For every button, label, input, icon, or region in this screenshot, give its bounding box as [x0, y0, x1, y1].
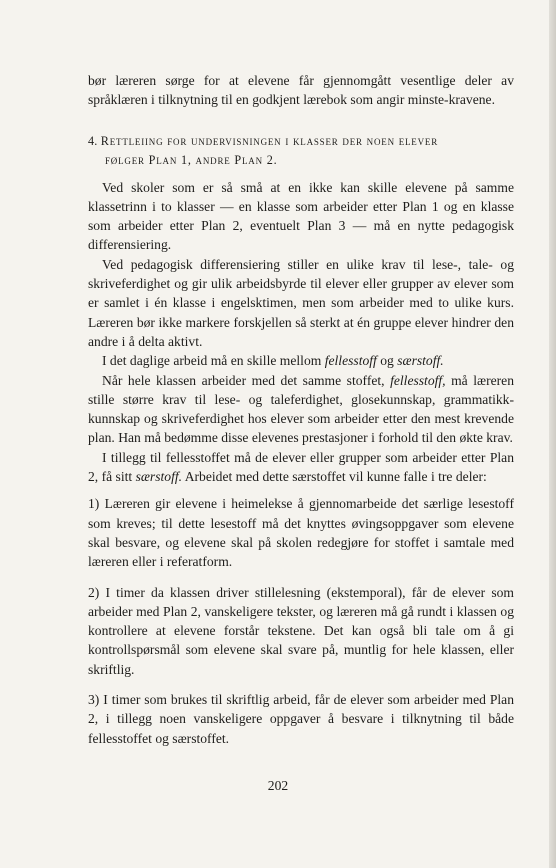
term-saerstoff: særstoff.	[397, 353, 444, 369]
term-saerstoff-2: særstoff.	[135, 469, 183, 485]
section-number: 4.	[88, 133, 98, 148]
page-edge	[549, 0, 556, 868]
paragraph-4	[88, 371, 514, 448]
term-fellesstoff-2: fellesstoff,	[390, 372, 446, 388]
paragraph-3	[88, 351, 514, 370]
section-heading-line1: Rettleiing for undervisningen i klasser der noen elever	[100, 133, 439, 148]
paragraph-1: Ved skoler som er så små at en ikke kan skille elevene på samme klassetrinn i to klasser — en klasse som arbeider etter Plan 1 og en klasse som arbeider etter Plan 2, eventuelt Plan 3 — må en nytte pedagogisk differensiering.	[88, 179, 514, 253]
paragraph-2: Ved pedagogisk differensiering stiller en ulike krav til lese-, tale- og skriveferdighet og gir ulik arbeidsbyrde til elever eller grupper av elever som er samlet i én klasse i engelsktimen, men som arbeider med to ulike kurs. Læreren bør ikke markere forskjellen så sterkt at én gruppe elever hindrer den andre i å delta aktivt.	[88, 256, 514, 349]
list-item-2: 2) I timer da klassen driver stillelesning (ekstemporal), får de elever som arbeider med Plan 2, vanskeligere tekster, og læreren må gå rundt i klassen og kontrollere at elevene forstår tekstene. Det kan også bli tale om å gi kontrollspørsmål som elevene skal svare på, muntlig for hele klassen, eller skriftlig.	[88, 584, 514, 677]
p4-text-a: Når hele klassen arbeider med det samme stoffet,	[102, 372, 391, 388]
intro-paragraph: bør læreren sørge for at elevene får gjennomgått vesentlige deler av språklæren i tilknytning til en godkjent lærebok som angir minste-kravene.	[88, 73, 514, 108]
list-item-3: 3) I timer som brukes til skriftlig arbeid, får de elever som arbeider med Plan 2, i tillegg noen vanskeligere oppgaver å besvare i tilknytning til både fellesstoffet og særstoffet.	[88, 692, 514, 746]
list-item-1: 1) Læreren gir elevene i heimelekse å gjennomarbeide det særlige lesestoff som kreves; til dette lesestoff må det knyttes øvingsoppgaver som elevene skal besvare, og elevene skal på skolen redegjøre for stoffet i samtale med læreren eller i referatform.	[88, 496, 514, 570]
term-fellesstoff: fellesstoff	[324, 353, 377, 369]
p3-text-a: I det daglige arbeid må en skille mellom	[102, 353, 325, 369]
p5-text-a: I tillegg til fellesstoffet må de elever eller grupper som arbeider etter Plan 2, få sitt	[88, 449, 514, 485]
section-heading	[88, 132, 514, 170]
page-number: 202	[267, 778, 289, 793]
p5-text-b: Arbeidet med dette særstoffet vil kunne falle i tre deler:	[182, 469, 487, 485]
p4-text-b: må læreren stille større krav til lese- og taleferdighet, glosekunnskap, grammatikk-kunnskap og skriveferdighet hos elever som arbeider etter den mest krevende plan. Han må bedømme disse elevenes prestasjoner i forhold til den økte krav.	[88, 372, 514, 446]
paragraph-5	[88, 448, 514, 487]
p3-text-b: og	[376, 353, 398, 369]
section-heading-line2: følger Plan 1, andre Plan 2.	[105, 152, 278, 167]
body-text	[88, 71, 514, 748]
